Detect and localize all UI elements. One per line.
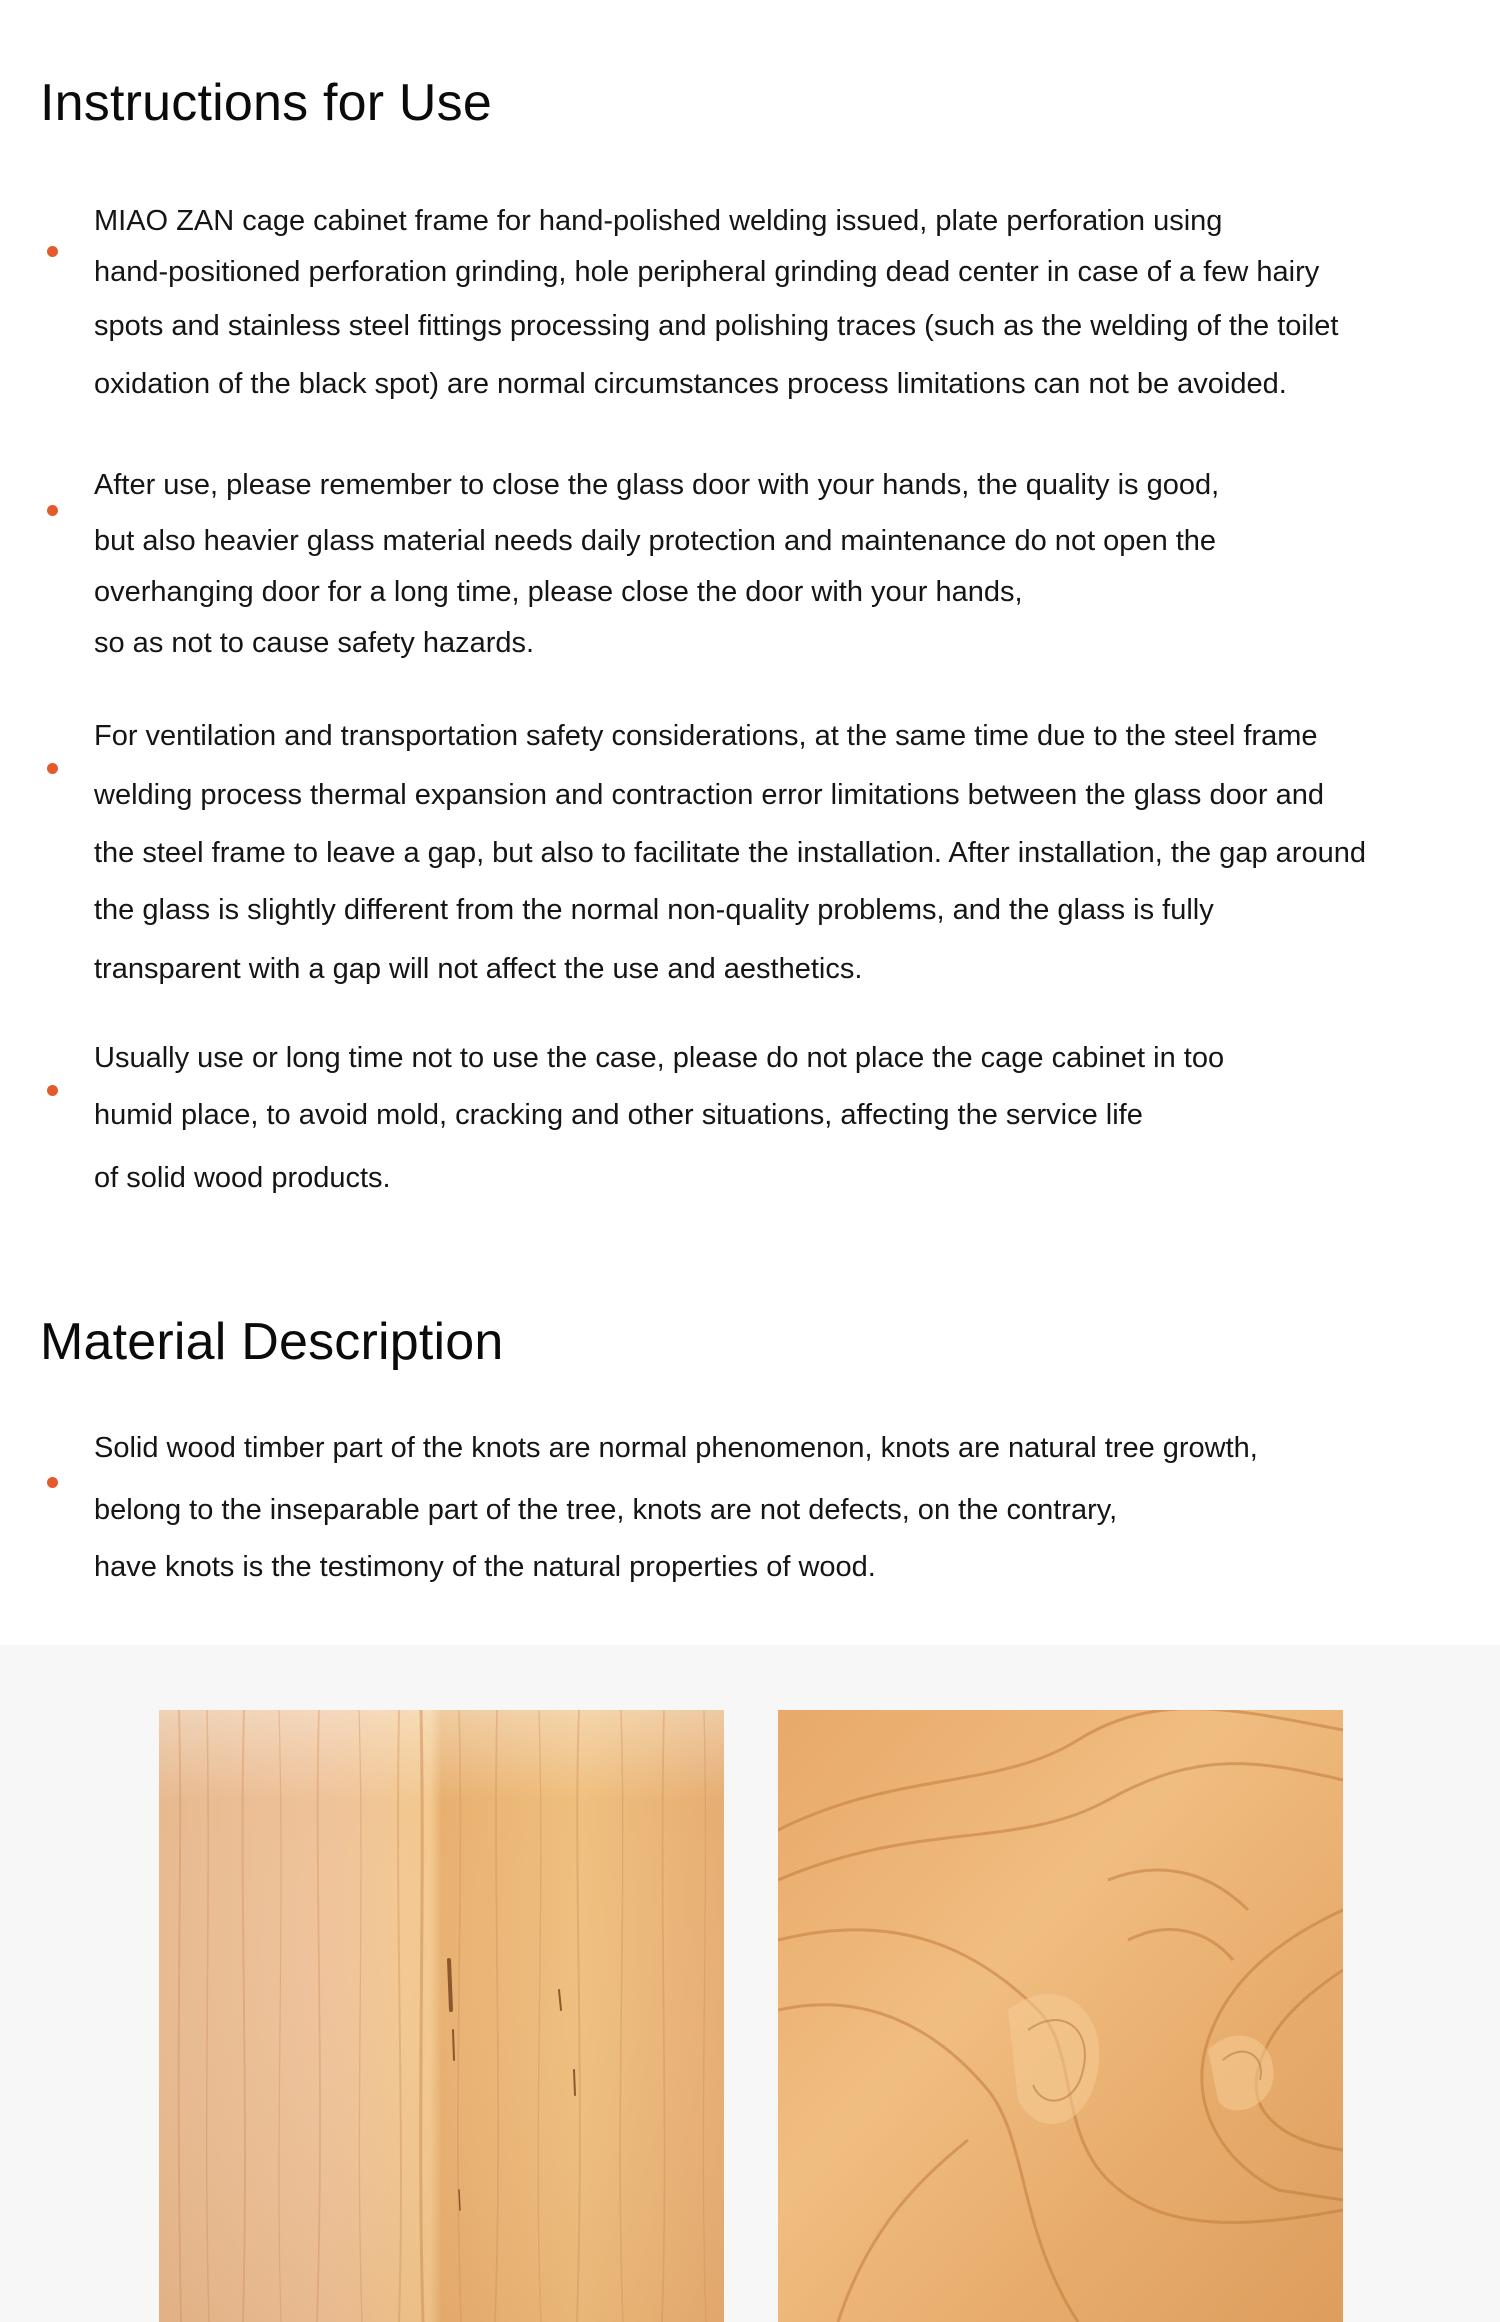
- material-line: have knots is the testimony of the natural properties of wood.: [94, 1551, 876, 1583]
- instruction-line: the glass is slightly different from the normal non-quality problems, and the glass is fully: [94, 894, 1214, 926]
- wood-grain-straight-image: [159, 1710, 724, 2322]
- instructions-heading: Instructions for Use: [40, 74, 492, 132]
- instruction-line: After use, please remember to close the glass door with your hands, the quality is good,: [94, 469, 1220, 501]
- bullet-dot-icon: [47, 246, 58, 257]
- instruction-line: the steel frame to leave a gap, but also to facilitate the installation. After installation, the gap around: [94, 837, 1366, 869]
- instruction-line: MIAO ZAN cage cabinet frame for hand-polished welding issued, plate perforation using: [94, 205, 1223, 237]
- instruction-line: humid place, to avoid mold, cracking and other situations, affecting the service life: [94, 1099, 1143, 1131]
- material-heading: Material Description: [40, 1313, 504, 1371]
- instruction-line: welding process thermal expansion and contraction error limitations between the glass door and: [94, 779, 1324, 811]
- bullet-dot-icon: [47, 1085, 58, 1096]
- instruction-line: of solid wood products.: [94, 1162, 391, 1194]
- wood-grain-knot-image: [778, 1710, 1343, 2322]
- instruction-line: spots and stainless steel fittings processing and polishing traces (such as the welding of the toilet: [94, 310, 1339, 342]
- instruction-line: hand-positioned perforation grinding, hole peripheral grinding dead center in case of a few hairy: [94, 256, 1320, 288]
- bullet-dot-icon: [47, 1477, 58, 1488]
- bullet-dot-icon: [47, 763, 58, 774]
- instruction-line: transparent with a gap will not affect the use and aesthetics.: [94, 953, 863, 985]
- instruction-line: Usually use or long time not to use the case, please do not place the cage cabinet in too: [94, 1042, 1225, 1074]
- instruction-line: but also heavier glass material needs daily protection and maintenance do not open the: [94, 525, 1217, 557]
- instruction-line: so as not to cause safety hazards.: [94, 627, 535, 659]
- instruction-line: overhanging door for a long time, please close the door with your hands,: [94, 576, 1023, 608]
- instruction-line: For ventilation and transportation safety considerations, at the same time due to the steel frame: [94, 720, 1318, 752]
- bullet-dot-icon: [47, 505, 58, 516]
- material-line: Solid wood timber part of the knots are normal phenomenon, knots are natural tree growth,: [94, 1432, 1258, 1464]
- material-line: belong to the inseparable part of the tree, knots are not defects, on the contrary,: [94, 1494, 1118, 1526]
- instruction-line: oxidation of the black spot) are normal circumstances process limitations can not be avoided.: [94, 368, 1287, 400]
